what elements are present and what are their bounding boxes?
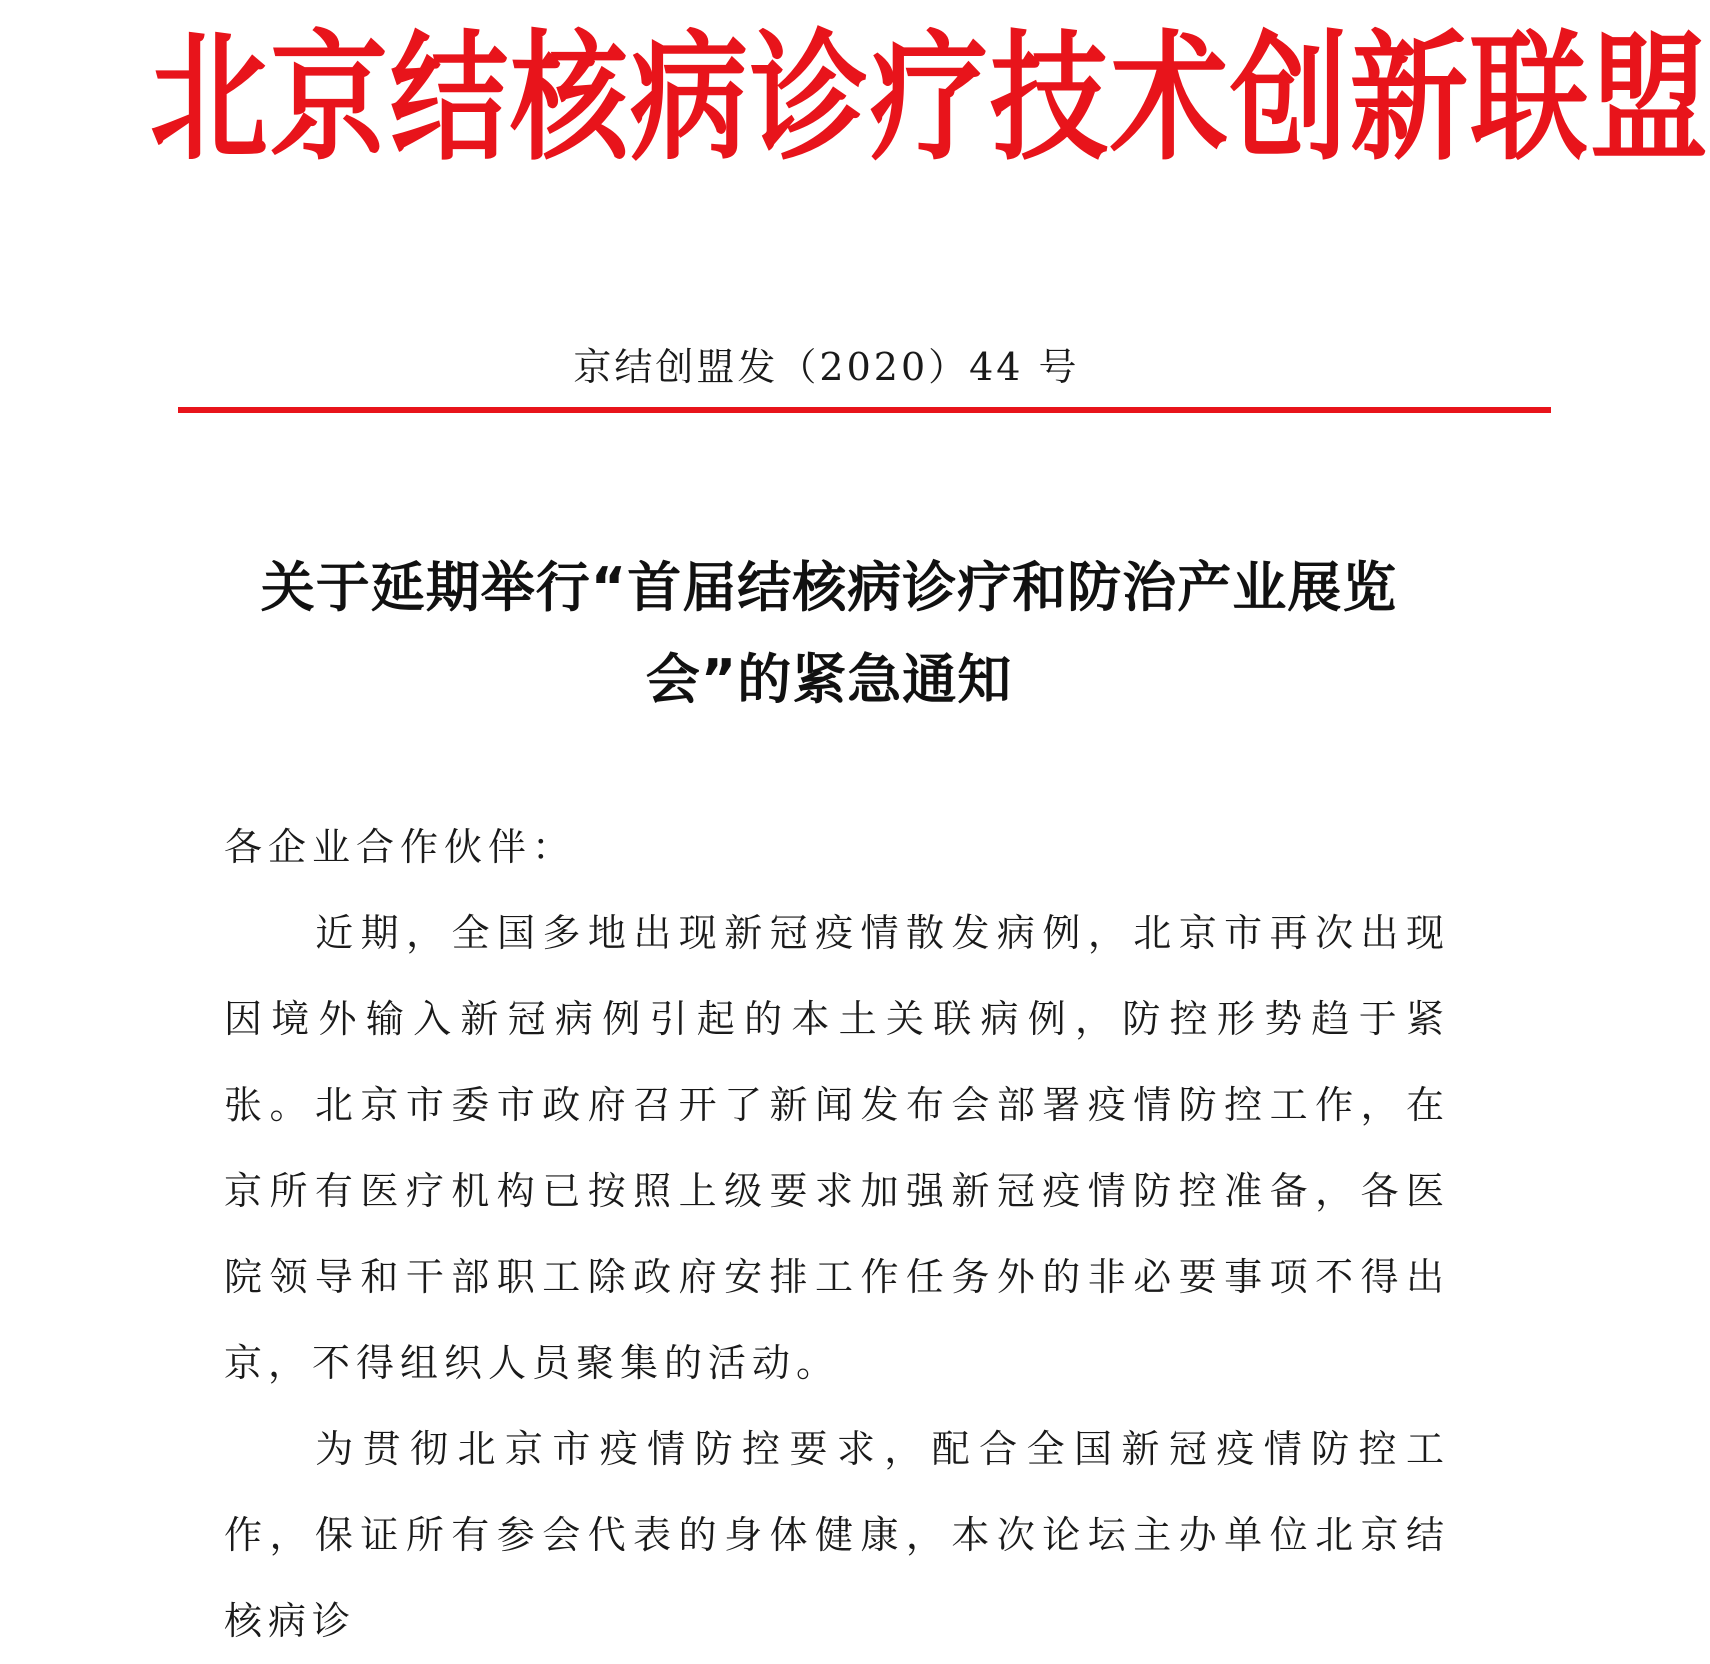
body-paragraph: 为贯彻北京市疫情防控要求，配合全国新冠疫情防控工作，保证所有参会代表的身体健康，本次论坛主办单位北京结核病诊 xyxy=(224,1427,1450,1643)
masthead-org-name: 北京结核病诊疗技术创新联盟 xyxy=(150,16,1710,180)
document-body xyxy=(224,804,1450,1664)
salutation: 各企业合作伙伴： xyxy=(224,825,577,869)
body-paragraph: 近期，全国多地出现新冠疫情散发病例，北京市再次出现因境外输入新冠病例引起的本土关联病例，防控形势趋于紧张。北京市委市政府召开了新闻发布会部署疫情防控工作，在京所有医疗机构已按照上级要求加强新冠疫情防控准备，各医院领导和干部职工除政府安排工作任务外的非必要事项不得出京，不得组织人员聚集的活动。 xyxy=(224,911,1450,1385)
document-number: 京结创盟发（2020）44 号 xyxy=(573,345,1080,389)
document-title: 关于延期举行“首届结核病诊疗和防治产业展览会”的紧急通知 xyxy=(260,556,1398,711)
red-divider-line xyxy=(178,407,1551,413)
